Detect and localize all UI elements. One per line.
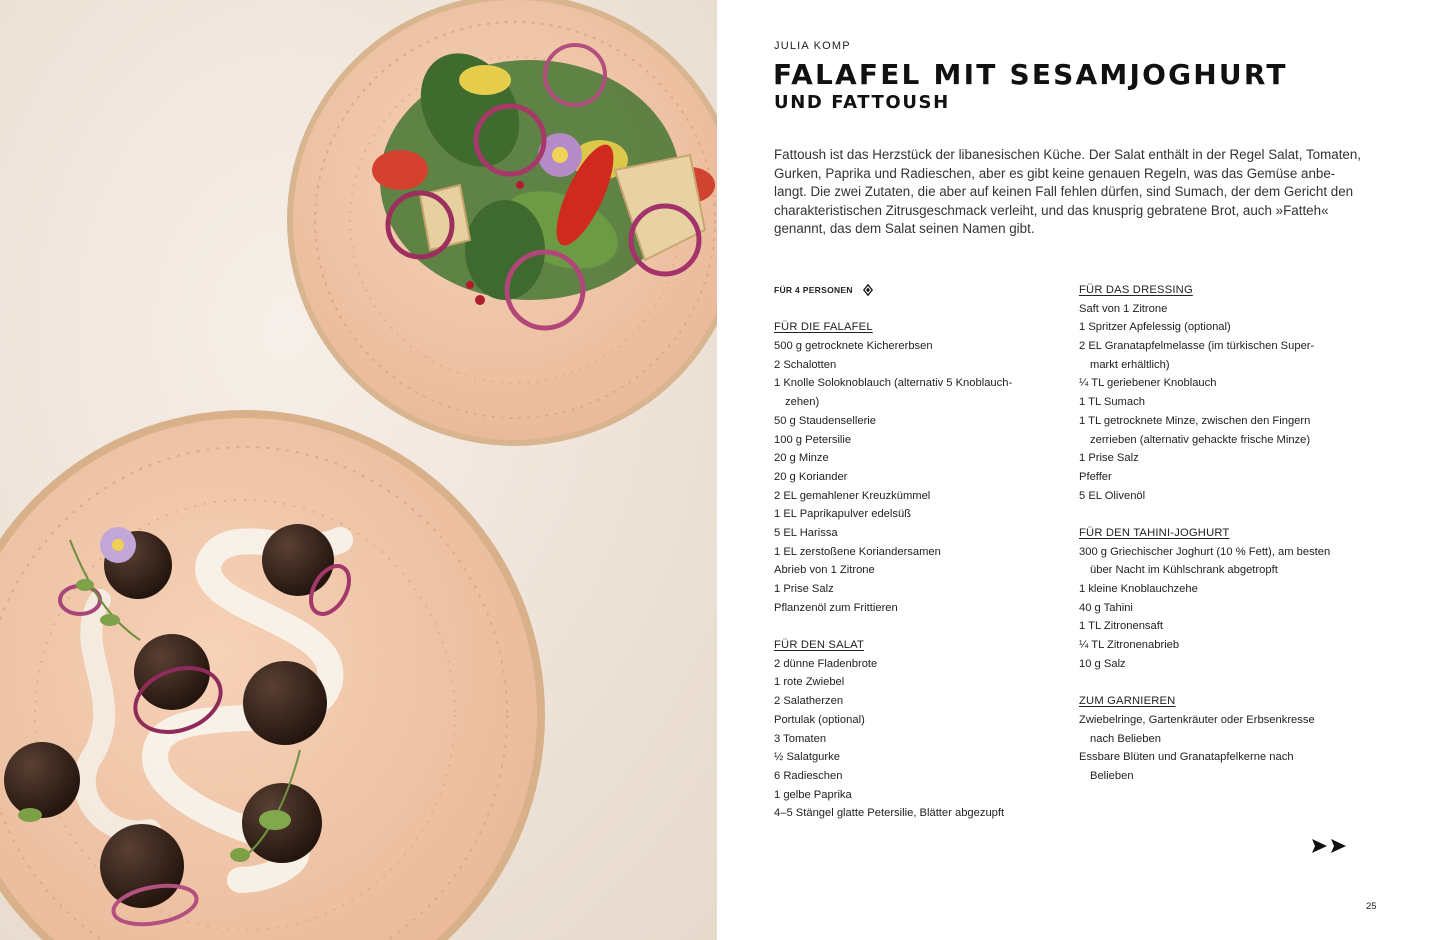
ingredients-column-right	[1079, 281, 1369, 804]
recipe-title: FALAFEL MIT SESAMJOGHURT	[773, 58, 1288, 91]
double-chevron-right-icon	[1312, 839, 1348, 853]
ingredient-group	[1079, 524, 1369, 674]
ingredient-line: 1 TL Zitronensaft	[1079, 620, 1163, 633]
ingredient-line: 1 kleine Knoblauchzehe	[1079, 583, 1198, 595]
ingredient-line: 2 EL gemahlener Kreuzkümmel	[774, 489, 931, 502]
ingredient-line: Essbare Blüten und Granatapfelkerne nach	[1079, 751, 1294, 764]
ingredient-line: 40 g Tahini	[1079, 601, 1133, 614]
ingredient-line: Belieben	[1090, 769, 1134, 782]
ingredient-line: 100 g Petersilie	[774, 433, 852, 446]
ingredient-line: 5 EL Olivenöl	[1079, 489, 1146, 502]
intro-line: charakteristischen Zitrusgeschmack verleiht, und das knusprig gebratene Brot, auch »Fatteh«	[774, 202, 1329, 218]
ingredient-line: 20 g Koriander	[774, 470, 848, 483]
ingredient-line: ¼ TL Zitronenabrieb	[1079, 639, 1180, 652]
ingredient-line: 2 EL Granatapfelmelasse (im türkischen Super-	[1079, 340, 1315, 353]
ingredient-line: 5 EL Harissa	[774, 526, 838, 539]
ingredient-line: markt erhältlich)	[1090, 358, 1170, 371]
ingredient-line: 2 Salatherzen	[774, 695, 844, 708]
author-name: JULIA KOMP	[774, 40, 851, 52]
ingredient-group-heading: FÜR DEN SALAT	[774, 639, 865, 652]
ingredient-line: zehen)	[785, 396, 820, 409]
diamond-ornament-icon	[863, 284, 873, 296]
ingredient-line: 4–5 Stängel glatte Petersilie, Blätter abgezupft	[774, 807, 1005, 820]
ingredient-line: 1 Knolle Soloknoblauch (alternativ 5 Knoblauch-	[774, 377, 1013, 390]
ingredient-line: ½ Salatgurke	[774, 751, 840, 764]
intro-line: genannt, das dem Salat seinen Namen gibt.	[774, 221, 1035, 237]
ingredient-group-heading: ZUM GARNIEREN	[1079, 695, 1176, 708]
next-page-arrows[interactable]	[1312, 839, 1348, 858]
ingredient-line: 10 g Salz	[1079, 657, 1126, 670]
ingredient-line: 2 dünne Fladenbrote	[774, 657, 878, 670]
ingredient-group-heading: FÜR DEN TAHINI-JOGHURT	[1079, 526, 1230, 539]
intro-line: Gurken, Paprika und Radieschen, aber es gibt keine genauen Regeln, was das Gemüse anbe-	[774, 165, 1336, 181]
ingredient-line: 1 EL zerstoßene Koriandersamen	[774, 545, 941, 558]
ingredient-line: Portulak (optional)	[774, 713, 865, 726]
servings-label: FÜR 4 PERSONEN	[774, 285, 853, 295]
ingredient-line: 300 g Griechischer Joghurt (10 % Fett), am besten	[1079, 545, 1331, 558]
ingredient-line: 2 Schalotten	[774, 358, 837, 371]
ingredient-line: zerrieben (alternativ gehackte frische Minze)	[1090, 433, 1311, 446]
ingredient-line: 1 EL Paprikapulver edelsüß	[774, 508, 912, 521]
ingredient-group-heading: FÜR DIE FALAFEL	[774, 321, 873, 334]
ingredient-line: 1 gelbe Paprika	[774, 788, 852, 801]
ingredient-line: Saft von 1 Zitrone	[1079, 302, 1168, 315]
ingredient-group	[774, 636, 1064, 823]
ingredient-line: 1 Prise Salz	[1079, 452, 1139, 465]
ingredient-line: 1 Spritzer Apfelessig (optional)	[1079, 321, 1231, 334]
intro-line: langt. Die zwei Zutaten, die aber auf keinen Fall fehlen dürfen, sind Sumach, der dem Gericht den	[774, 184, 1354, 200]
ingredient-line: Pflanzenöl zum Frittieren	[774, 601, 898, 614]
ingredient-line: ¼ TL geriebener Knoblauch	[1079, 377, 1217, 390]
ingredient-line: über Nacht im Kühlschrank abgetropft	[1090, 564, 1278, 577]
ingredient-line: 1 TL getrocknete Minze, zwischen den Fingern	[1079, 414, 1311, 427]
ingredient-line: 6 Radieschen	[774, 769, 843, 782]
page-number: 25	[1366, 901, 1377, 912]
ingredient-line: 500 g getrocknete Kichererbsen	[774, 340, 933, 353]
ingredient-group	[1079, 692, 1369, 785]
servings-line	[774, 281, 1064, 300]
ingredient-line: 50 g Staudensellerie	[774, 414, 877, 427]
ingredient-line: 1 TL Sumach	[1079, 396, 1145, 409]
ingredients-column-left	[774, 281, 1064, 842]
ingredient-line: Zwiebelringe, Gartenkräuter oder Erbsenkresse	[1079, 713, 1315, 726]
ingredient-line: 3 Tomaten	[774, 732, 827, 745]
ingredient-line: 20 g Minze	[774, 452, 829, 465]
intro-line: Fattoush ist das Herzstück der libanesischen Küche. Der Salat enthält in der Regel Salat, Tomaten,	[774, 147, 1362, 162]
ingredient-line: Pfeffer	[1079, 470, 1112, 483]
ingredient-group	[1079, 281, 1369, 505]
ingredient-line: 1 rote Zwiebel	[774, 676, 845, 689]
ingredient-line: 1 Prise Salz	[774, 583, 834, 595]
ingredient-group-heading: FÜR DAS DRESSING	[1079, 284, 1193, 296]
ingredient-group	[774, 318, 1064, 617]
ingredient-line: nach Belieben	[1090, 732, 1161, 745]
intro-paragraph	[774, 146, 1380, 239]
ingredient-line: Abrieb von 1 Zitrone	[774, 564, 875, 577]
recipe-subtitle: UND FATTOUSH	[774, 92, 950, 113]
